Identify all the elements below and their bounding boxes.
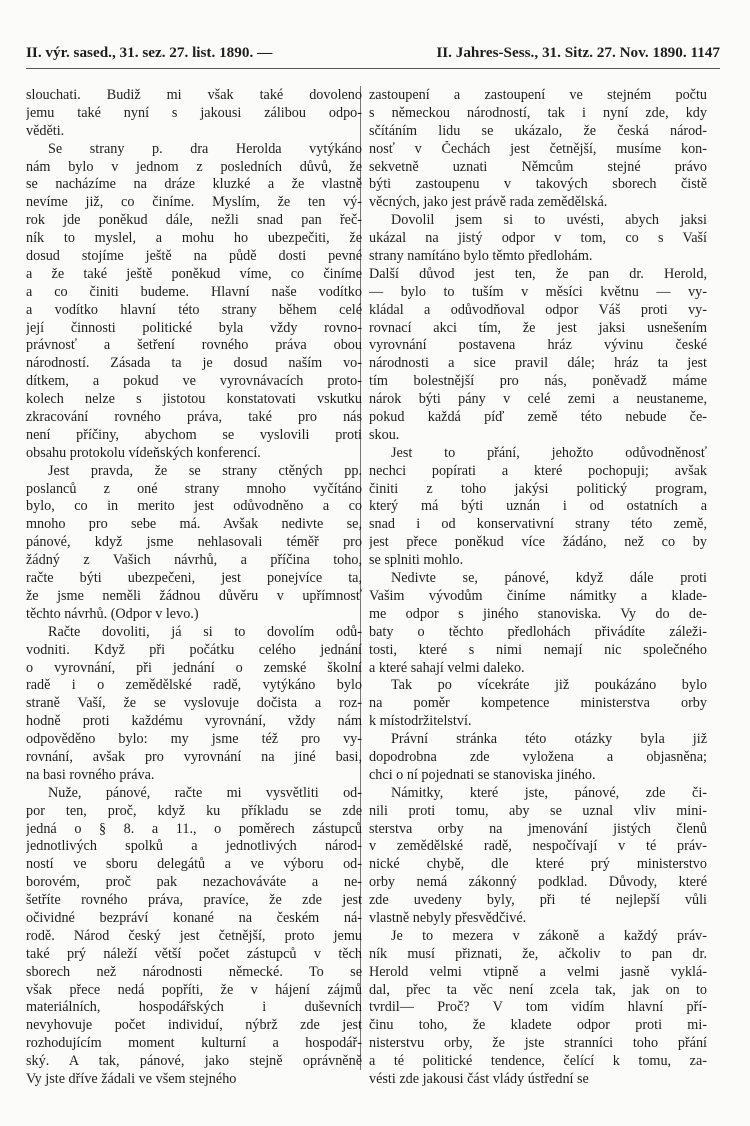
text-line: však přece nedá popříti, že v hájení zájmů (26, 981, 362, 998)
text-line: očividné bezpráví konané na českém ná- (26, 909, 362, 926)
text-line: šetříte rovného práva, pravíce, že zde jest (26, 892, 362, 909)
text-line: baty o těchto předlohách přivádíte záleži- (369, 623, 707, 640)
text-line: tosti, které s nimi nemají nic společného (369, 641, 707, 658)
text-line: kládal a odůvodňoval odpor Váš proti vy- (369, 301, 707, 318)
text-line: žádný z Vašich návrhů, a příčina toho, (26, 552, 362, 569)
text-line: Nedivte se, pánové, když dále proti (391, 570, 707, 587)
text-line: skou. (369, 426, 400, 443)
text-line: ukázal na jistý odpor v tom, co s Vaší (369, 230, 707, 247)
text-line: Právní stránka této otázky byla již (391, 731, 707, 748)
text-line: chci o ní pojednati se stanoviska jiného. (369, 766, 596, 783)
text-line: zastoupení a zastoupení ve stejném počtu (369, 87, 707, 103)
text-line: národností. Zásada ta je dosud naším vo- (26, 355, 362, 372)
text-line: k místodržitelství. (369, 713, 472, 730)
text-line: bylo, co in merito jest odůvodněno a co (26, 498, 362, 515)
text-line: nili proti tomu, aby se uznal vliv mini- (369, 802, 707, 819)
text-line: me odpor s jiného stanoviska. Vy do de- (369, 605, 707, 622)
text-line: Další důvod jest ten, že pan dr. Herold, (369, 265, 707, 282)
header-czech (26, 44, 272, 62)
text-line: Jest pravda, že se strany ctěných pp. (48, 462, 362, 479)
text-line: věděti. (26, 122, 65, 139)
text-line: zkracování rovného práva, také pro nás (26, 409, 362, 426)
text-line: Je to mezera v zákoně a každý práv- (391, 927, 707, 944)
text-line: rodě. Národ český jest četnější, proto jemu (26, 927, 362, 944)
text-line: s německou národností, tak i nyní zde, kdy (369, 104, 707, 121)
text-line: činiti z toho jakýsi politický program, (369, 480, 707, 497)
text-line: není příčiny, abychom se vyslovili proti (26, 426, 362, 443)
header-german (436, 44, 720, 62)
text-line: slouchati. Budiž mi však také dovoleno (26, 87, 362, 103)
text-line: sterstva orby na jmenování jistých členů (369, 820, 707, 837)
text-line: dal, přec ta věc není zcela tak, jak on to (369, 981, 707, 998)
text-line: hodně proti každému vyrovnání, vždy nám (26, 713, 362, 730)
text-line: Herold velmi vtipně a velmi jasně vyklá- (369, 963, 707, 980)
text-line: mnoho pro sebe má. Avšak nedivte se, (26, 516, 362, 533)
text-line: těchto návrhů. (Odpor v levo.) (26, 605, 199, 622)
text-line: činu toho, že kladete odpor proti mi- (369, 1017, 707, 1034)
text-line: vodniti. Když při počátku celého jednání (26, 641, 362, 658)
text-line: Vašim vývodům činíme námitky a klade- (369, 587, 707, 604)
text-line: tím bolestnější pro nás, poněvadž máme (369, 373, 707, 390)
text-line: jemu také nyní s jakousi zálibou odpo- (26, 104, 362, 121)
text-line: býti zastoupenu v takových sborech čistě (369, 176, 707, 193)
text-line: o vyrovnání, při jednání o zemské školní (26, 659, 362, 676)
text-line: na basi rovného práva. (26, 766, 155, 783)
page-number: 1147 (690, 44, 720, 61)
text-line: a vodítko hlavní této strany během celé (26, 301, 362, 318)
right-column (369, 87, 707, 1087)
header-german-text: II. Jahres-Sess., 31. Sitz. 27. Nov. 1890. (436, 44, 687, 61)
text-line: její činnosti politické byla vždy rovno- (26, 319, 362, 336)
text-line: také prý náleží větší počet zástupců v těch (26, 945, 362, 962)
text-line: Jest to přání, jehožto odůvodněnosť (391, 444, 707, 461)
text-line: dopodrobna zde vyložena a objasněna; (369, 748, 707, 765)
header-rule (26, 68, 720, 69)
text-line: Nuže, pánové, račte mi vysvětliti od- (48, 784, 362, 801)
header-dash: — (257, 44, 273, 61)
text-line: zde uvedeny byly, při té nejlepší vůli (369, 892, 707, 909)
text-line: jest přece poněkud více žádáno, než co by (369, 534, 707, 551)
text-line: poslanců z oné strany mnoho vyčítáno (26, 480, 362, 497)
text-line: rovnací akci tím, že jest jaksi usnešením (369, 319, 707, 336)
text-line: strany namítáno bylo těmto předlohám. (369, 248, 593, 265)
left-column (26, 87, 362, 1087)
text-line: orby nemá zákonný podklad. Důvody, které (369, 874, 707, 891)
text-line: — bylo to tuším v měsíci květnu — vy- (369, 283, 707, 300)
text-line: v zemědělské radě, nespočívají v té práv- (369, 838, 707, 855)
text-line: národnosti a sice pravil dále; hráz ta jest (369, 355, 707, 372)
text-line: který má býti uznán i od ostatních a (369, 498, 707, 515)
text-line: pokud každá píď země této nebude če- (369, 409, 707, 426)
text-line: nosť v Čechách jest četnější, musíme kon- (369, 140, 707, 157)
text-line: sčítáním lidu se ukázalo, že česká národ- (369, 122, 707, 139)
text-line: pánové, když jsme nehlasovali téměř pro (26, 534, 362, 551)
text-line: dosud stojíme ještě na půdě dosti pevné (26, 248, 362, 265)
text-line: nevyhovuje počet individuí, nýbrž zde jest (26, 1017, 362, 1034)
text-line: vlastně nebyly přesvědčivé. (369, 909, 527, 926)
text-line: snad i od konservativní strany této země, (369, 516, 707, 533)
text-line: rovnání, avšak pro vyrovnání na jiné basi, (26, 748, 362, 765)
text-line: Račte dovoliti, já si to dovolím odů- (48, 623, 362, 640)
text-line: kolech nelze s jistotou konstatovati vskutku (26, 391, 362, 408)
text-line: věcných, jako jest právě rada zemědělská. (369, 194, 608, 211)
header-czech-text: II. výr. sased., 31. sez. 27. list. 1890. (26, 44, 254, 61)
text-line: že jsme neměli žádnou důvěru v upřímnosť (26, 587, 362, 604)
text-line: sekvetně uznati Němcům stejné právo (369, 158, 707, 175)
text-line: ník musí přiznati, že, ačkoliv to pan dr. (369, 945, 707, 962)
text-line: na poměr kompetence ministerstva orby (369, 695, 707, 712)
text-line: ník to myslel, a mohu ho ubezpečiti, že (26, 230, 362, 247)
text-line: právnosť a šetření rovného práva obou (26, 337, 362, 354)
text-line: ností ve sboru delegátů a ve výboru od- (26, 856, 362, 873)
text-line: Se strany p. dra Herolda vytýkáno (48, 140, 362, 157)
text-line: Dovolil jsem si to uvésti, abych jaksi (391, 212, 707, 229)
text-line: se nacházíme na dráze kluzké a že vlastně (26, 176, 362, 193)
text-line: nárok býti pány v celé zemi a neustaneme, (369, 391, 707, 408)
text-line: obsahu protokolu vídeňských konferencí. (26, 444, 261, 461)
text-line: sborech než národnosti německé. To se (26, 963, 362, 980)
text-line: vyrovnání postavena hráz vývinu české (369, 337, 707, 354)
text-line: dítkem, a pokud ve vyrovnávacích proto- (26, 373, 362, 390)
text-line: a že také ještě poněkud víme, co činíme (26, 265, 362, 282)
text-line: straně Vaší, že se vyslovuje dočista a roz- (26, 695, 362, 712)
text-line: Tak po vícekráte již poukázáno bylo (391, 677, 707, 694)
text-line: rozhodujícím moment kulturní a hospodář- (26, 1035, 362, 1052)
text-line: tvrdil— Proč? V tom vidím hlavní pří- (369, 999, 707, 1016)
running-header (26, 44, 720, 68)
text-line: por ten, proč, když ku příkladu se zde (26, 802, 362, 819)
text-line: a co činiti budeme. Hlavní naše vodítko (26, 283, 362, 300)
text-line: vésti zde jakousi část vlády ústřední se (369, 1070, 589, 1087)
text-line: a té politické tendence, čelící k tomu, za- (369, 1053, 707, 1070)
text-line: materiálních, hospodářských i duševních (26, 999, 362, 1016)
text-line: Námitky, které jste, pánové, zde či- (391, 784, 707, 801)
text-line: radě i o zemědělské radě, vytýkáno bylo (26, 677, 362, 694)
text-line: borovém, proč pak nezachováváte a ne- (26, 874, 362, 891)
text-line: se splniti mohlo. (369, 552, 464, 569)
text-line: račte býti ubezpečeni, jest ponejvíce ta, (26, 570, 362, 587)
text-line: odpověděno bylo: my jsme též pro vy- (26, 731, 362, 748)
text-line: a které sahají velmi daleko. (369, 659, 525, 676)
text-line: jednotlivých spolků a jednotlivých národ- (26, 838, 362, 855)
text-line: ský. A tak, pánové, jako stejně oprávněně (26, 1053, 362, 1070)
text-line: jedná o § 8. a 11., o poměrech zástupců (26, 820, 362, 837)
text-line: nám bylo v jednom z posledních důvů, že (26, 158, 362, 175)
text-line: nisterstvu orby, že jste stranníci toho přání (369, 1035, 707, 1052)
text-line: nevíme již, co činíme. Myslím, že ten vý- (26, 194, 362, 211)
text-line: rok jde poněkud dále, nežli snad pan řeč- (26, 212, 362, 229)
text-line: Vy jste dříve žádali ve všem stejného (26, 1070, 237, 1087)
text-line: nické chybě, dle které prý ministerstvo (369, 856, 707, 873)
text-line: nechci popírati a které pochopuji; avšak (369, 462, 707, 479)
